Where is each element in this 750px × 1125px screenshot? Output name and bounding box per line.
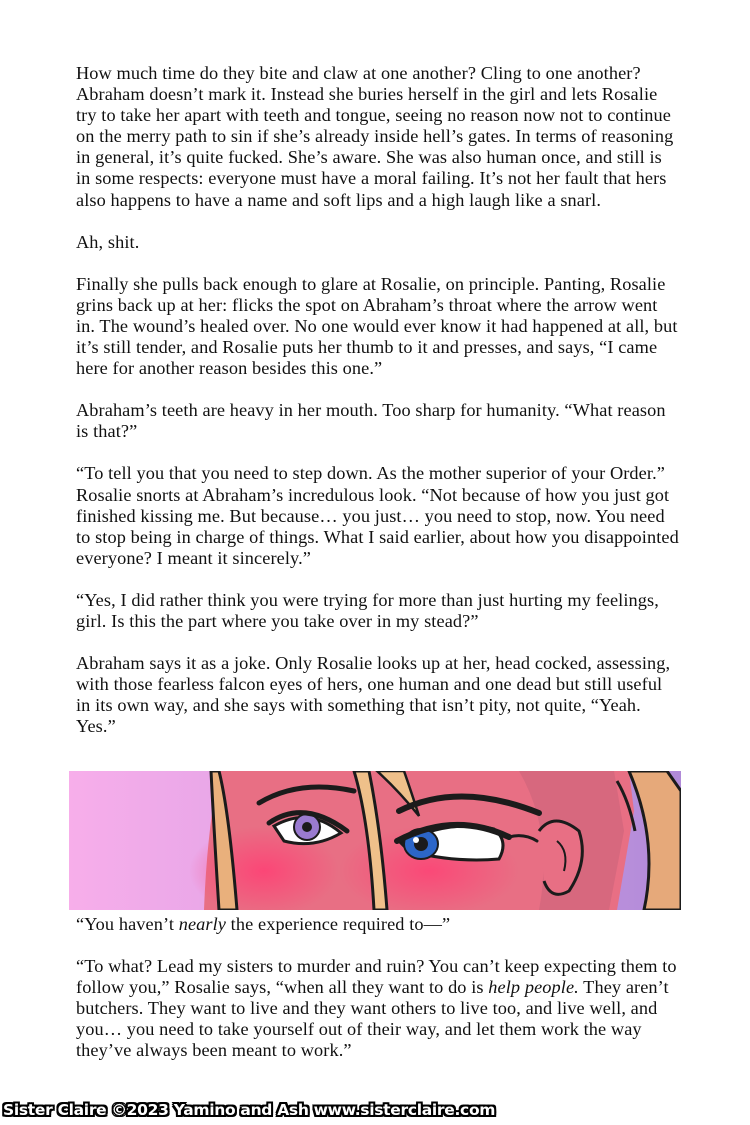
story-text-top	[76, 63, 680, 737]
paragraph-8	[76, 914, 680, 935]
paragraph-9	[76, 956, 680, 1061]
comic-panel-eyes	[69, 771, 681, 910]
paragraph-1: How much time do they bite and claw at one another? Cling to one another? Abraham doesn’t mark it. Instead she buries herself in the girl and lets Rosalie try to take her apart with teeth and tongue, seeing no reason now not to continue on the merry path to sin if she’s already inside hell’s gates. In terms of reasoning in general, it’s quite fucked. She’s aware. She was also human once, and still is in some respects: everyone must have a moral failing. It’s not her fault that hers also happens to have a name and soft lips and a high laugh like a snarl.	[76, 63, 674, 210]
paragraph-8-start: “You haven’t	[76, 914, 179, 934]
paragraph-4: Abraham’s teeth are heavy in her mouth. Too sharp for humanity. “What reason is that?”	[76, 400, 666, 442]
paragraph-3: Finally she pulls back enough to glare at Rosalie, on principle. Panting, Rosalie grins back up at her: flicks the spot on Abraham’s throat where the arrow went in. The wound’s healed over. No one would ever know it had happened at all, but it’s still tender, and Rosalie puts her thumb to it and presses, and says, “I came here for another reason besides this one.”	[76, 273, 678, 379]
paragraph-8-end: the experience required to—”	[226, 914, 451, 934]
paragraph-7: Abraham says it as a joke. Only Rosalie looks up at her, head cocked, assessing, with those fearless falcon eyes of hers, one human and one dead but still useful in its own way, and she says with something that isn’t pity, not quite, “Yeah. Yes.”	[76, 653, 671, 737]
paragraph-2: Ah, shit.	[76, 231, 140, 252]
paragraph-6: “Yes, I did rather think you were trying for more than just hurting my feelings, girl. Is this the part where you take over in my stead?”	[76, 589, 659, 631]
story-text-bottom	[76, 914, 680, 1062]
footer-credit: Sister Claire ©2023 Yamino and Ash www.sisterclaire.com	[3, 1101, 496, 1119]
paragraph-9-end: They aren’t butchers. They want to live and they want others to live too, and live well, and you… you need to take yourself out of their way, and let them work the way they’ve always been meant to work.”	[76, 977, 669, 1061]
paragraph-8-emphasis: nearly	[178, 914, 227, 934]
paragraph-9-emphasis: help people.	[488, 977, 579, 998]
paragraph-9-start: “To what? Lead my sisters to murder and ruin? You can’t keep expecting them to follow you,” Rosalie says, “when all they want to do is	[76, 956, 677, 998]
paragraph-5: “To tell you that you need to step down. As the mother superior of your Order.” Rosalie snorts at Abraham’s incredulous look. “Not because of how you just got finished kissing me. But because… you just… you need to stop, now. You need to stop being in charge of things. What I said earlier, about how you disappointed everyone? I meant it sincerely.”	[76, 463, 679, 568]
